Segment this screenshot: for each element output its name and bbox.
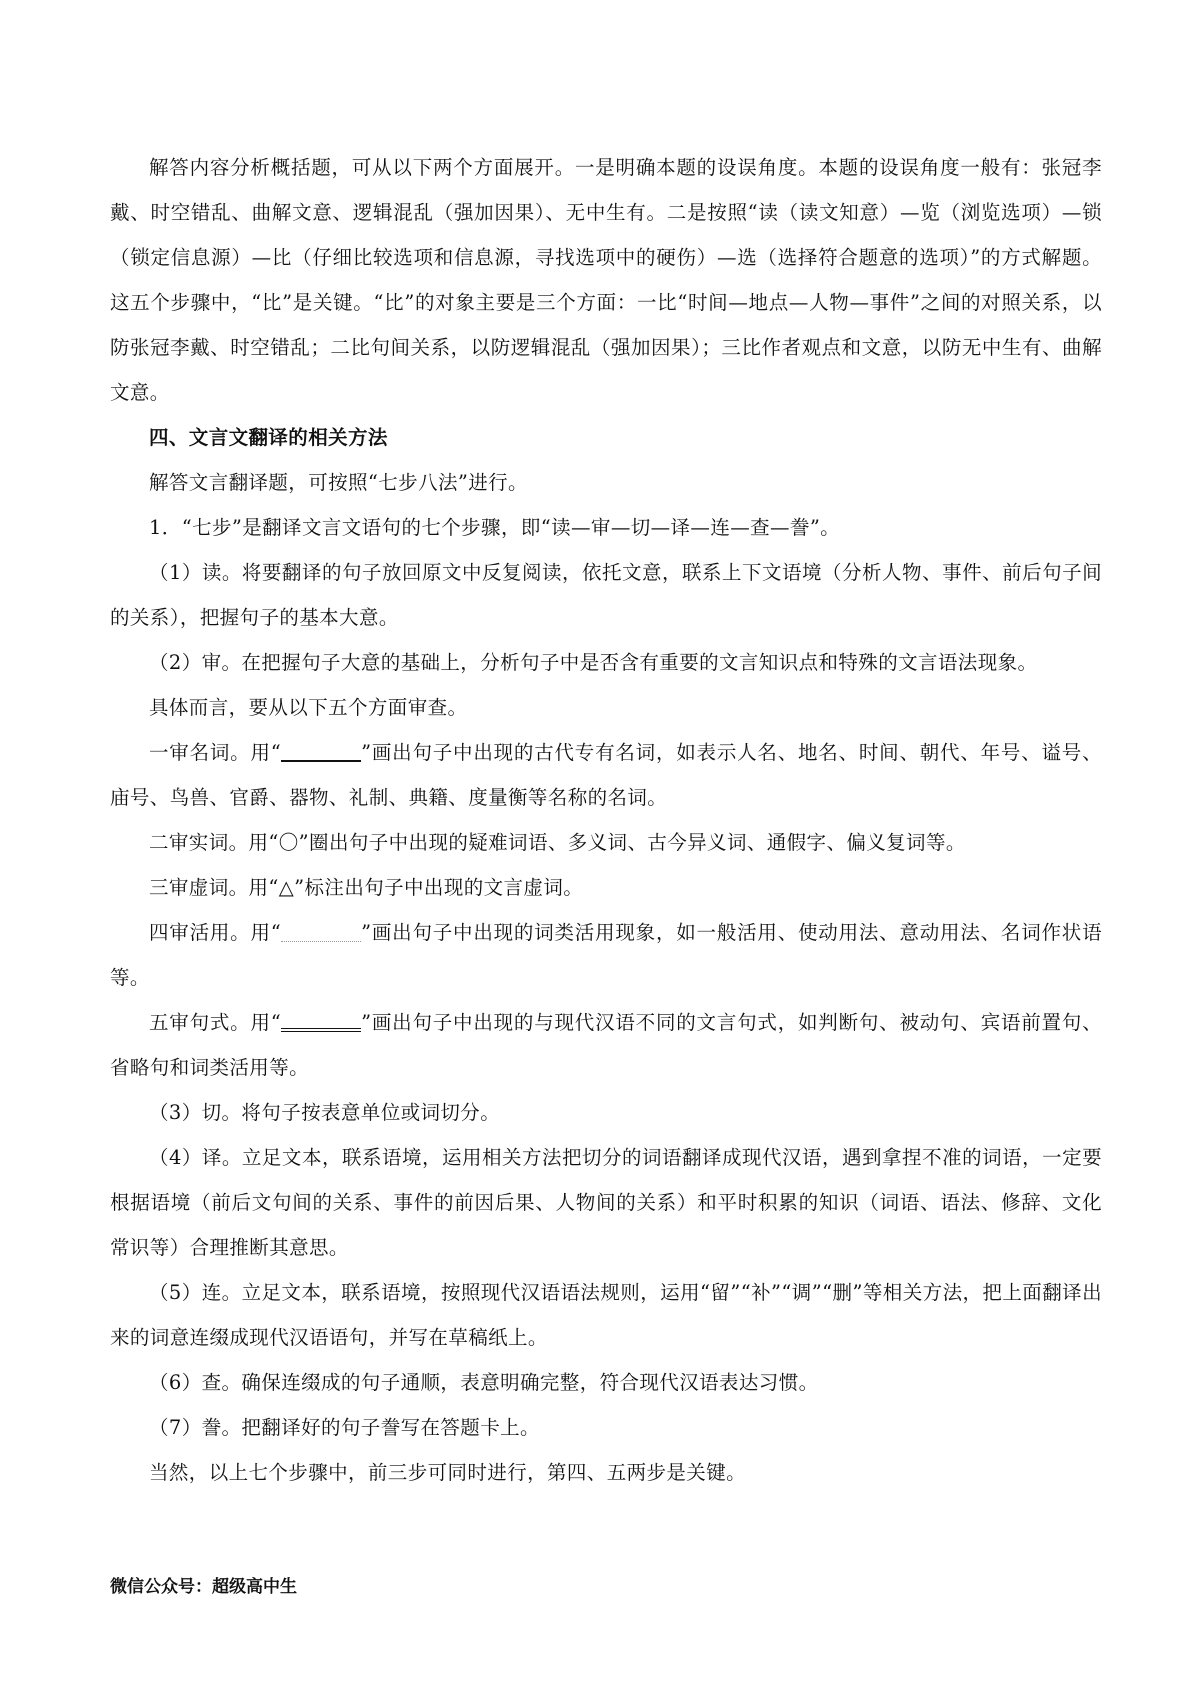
paragraph-conclusion: 当然，以上七个步骤中，前三步可同时进行，第四、五两步是关键。 [149, 1461, 747, 1484]
paragraph-examine-content-words: 二审实词。用“〇”圈出句子中出现的疑难词语、多义词、古今异义词、通假字、偏义复词等。 [149, 831, 966, 854]
paragraph-step-read: （1）读。将要翻译的句子放回原文中反复阅读，依托文意，联系上下文语境（分析人物、事件、前后句子间的关系），把握句子的基本大意。 [110, 561, 1102, 629]
paragraph-step-check: （6）查。确保连缀成的句子通顺，表意明确完整，符合现代汉语表达习惯。 [149, 1371, 819, 1394]
paragraph-examine-detail: 具体而言，要从以下五个方面审查。 [149, 696, 468, 719]
paragraph-step-translate: （4）译。立足文本，联系语境，运用相关方法把切分的词语翻译成现代汉语，遇到拿捏不准的词语，一定要根据语境（前后文句间的关系、事件的前因后果、人物间的关系）和平时积累的知识（词语、语法、修辞、文化常识等）合理推断其意思。 [110, 1146, 1102, 1259]
paragraph-analysis-summary: 解答内容分析概括题，可从以下两个方面展开。一是明确本题的设误角度。本题的设误角度一般有：张冠李戴、时空错乱、曲解文意、逻辑混乱（强加因果）、无中生有。二是按照“读（读文知意）—览（浏览选项）—锁（锁定信息源）—比（仔细比较选项和信息源，寻找选项中的硬伤）—选（选择符合题意的选项）”的方式解题。这五个步骤中，“比”是关键。“比”的对象主要是三个方面：一比“时间—地点—人物—事件”之间的对照关系，以防张冠李戴、时空错乱；二比句间关系，以防逻辑混乱（强加因果）；三比作者观点和文意，以防无中生有、曲解文意。 [110, 156, 1102, 404]
paragraph-step-cut: （3）切。将句子按表意单位或词切分。 [149, 1101, 501, 1124]
paragraph-examine-syntax [110, 1000, 1102, 1090]
nouns-text-end: ”画出句子中出现的古代专有名词，如表示人名、地名、时间、朝代、年号、谥号、庙号、鸟兽、官爵、器物、礼制、典籍、度量衡等名称的名词。 [110, 741, 1102, 809]
paragraph-examine-function-words: 三审虚词。用“△”标注出句子中出现的文言虚词。 [149, 876, 584, 899]
syntax-text-start: 五审句式。用“ [149, 1011, 282, 1034]
usage-text-start: 四审活用。用“ [149, 921, 282, 944]
page-content [110, 145, 1102, 1495]
syntax-text-end: ”画出句子中出现的与现代汉语不同的文言句式，如判断句、被动句、宾语前置句、省略句和词类活用等。 [110, 1011, 1102, 1079]
paragraph-seven-steps: 1．“七步”是翻译文言文语句的七个步骤，即“读—审—切—译—连—查—誊”。 [149, 516, 841, 539]
paragraph-step-examine: （2）审。在把握句子大意的基础上，分析句子中是否含有重要的文言知识点和特殊的文言语法现象。 [149, 651, 1038, 674]
paragraph-examine-usage [110, 910, 1102, 1000]
footer-wechat-account: 微信公众号：超级高中生 [110, 1577, 297, 1597]
paragraph-examine-nouns [110, 730, 1102, 820]
usage-text-end: ”画出句子中出现的词类活用现象，如一般活用、使动用法、意动用法、名词作状语等。 [110, 921, 1102, 989]
paragraph-intro: 解答文言翻译题，可按照“七步八法”进行。 [149, 471, 528, 494]
underline-mark-dotted [281, 921, 361, 942]
underline-mark-double [281, 1008, 361, 1032]
paragraph-step-copy: （7）誊。把翻译好的句子誊写在答题卡上。 [149, 1416, 540, 1439]
section-heading-translation: 四、文言文翻译的相关方法 [149, 426, 388, 449]
paragraph-step-connect: （5）连。立足文本，联系语境，按照现代汉语语法规则，运用“留”“补”“调”“删”等相关方法，把上面翻译出来的词意连缀成现代汉语语句，并写在草稿纸上。 [110, 1281, 1102, 1349]
nouns-text-start: 一审名词。用“ [149, 741, 282, 764]
underline-mark-solid [281, 740, 361, 762]
